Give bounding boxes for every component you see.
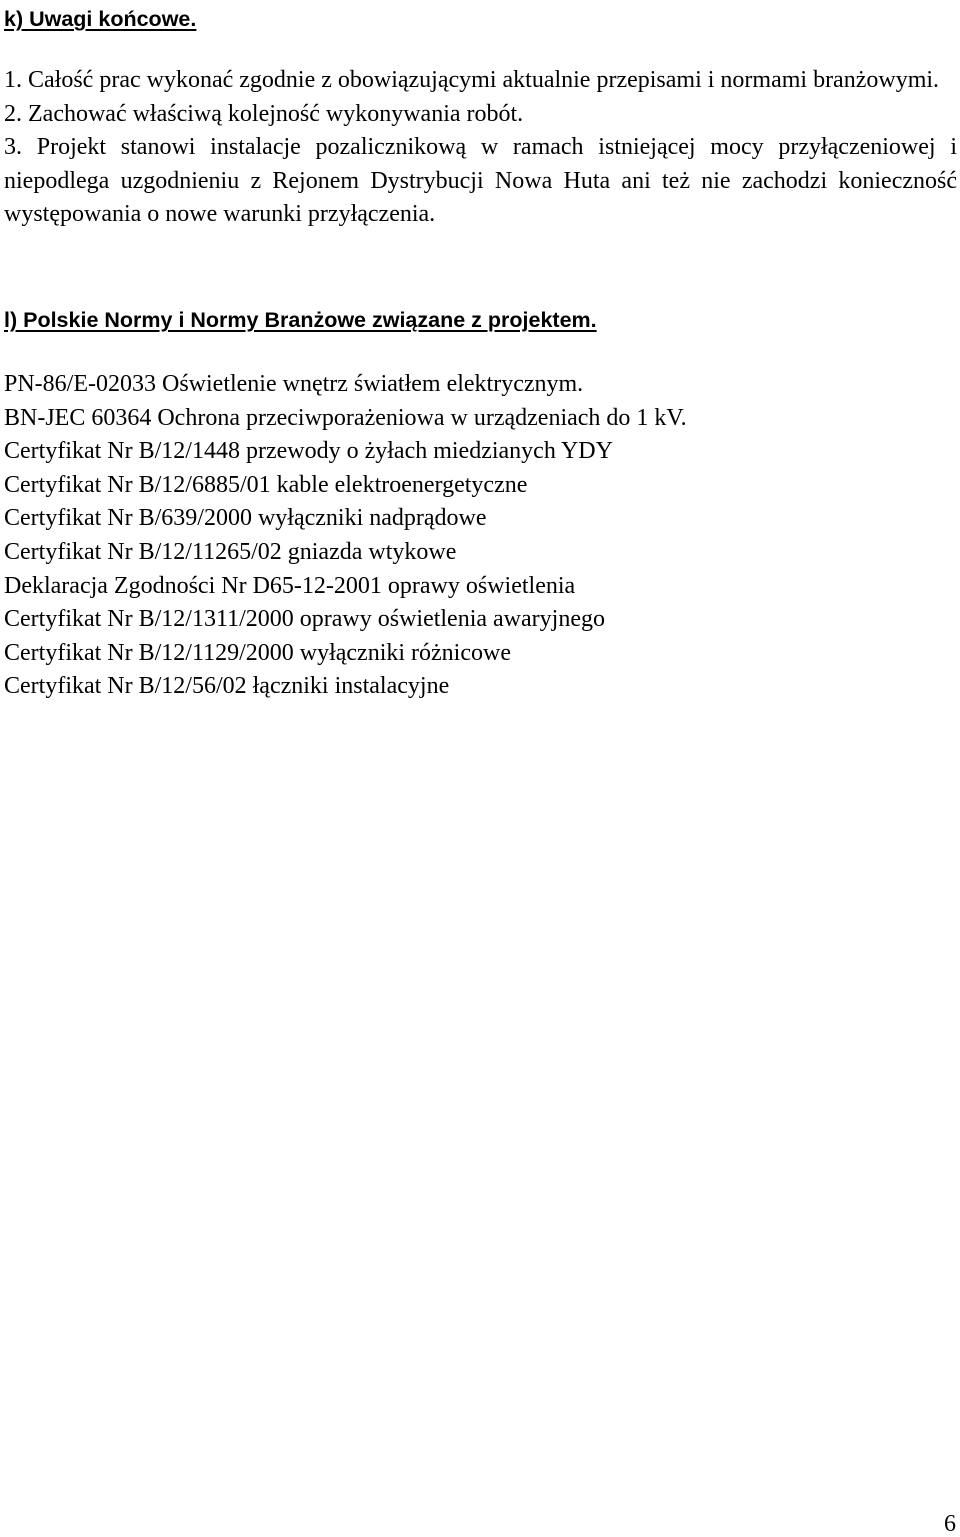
certificate-item: Certyfikat Nr B/12/1311/2000 oprawy oświetlenia awaryjnego	[4, 606, 605, 633]
section-heading-final-remarks: k) Uwagi końcowe.	[4, 7, 197, 31]
standard-item: BN-JEC 60364 Ochrona przeciwporażeniowa w urządzeniach do 1 kV.	[4, 404, 687, 431]
remark-item: 2. Zachować właściwą kolejność wykonywania robót.	[4, 100, 524, 127]
certificate-item: Certyfikat Nr B/12/6885/01 kable elektroenergetyczne	[4, 471, 528, 498]
certificate-item: Certyfikat Nr B/639/2000 wyłączniki nadprądowe	[4, 505, 487, 532]
certificate-item: Certyfikat Nr B/12/1448 przewody o żyłach miedzianych YDY	[4, 438, 613, 465]
standards-list	[4, 368, 687, 704]
page-number: 6	[944, 1511, 956, 1537]
certificate-item: Certyfikat Nr B/12/56/02 łączniki instalacyjne	[4, 673, 450, 700]
final-remarks-list	[4, 64, 957, 232]
certificate-item: Certyfikat Nr B/12/11265/02 gniazda wtykowe	[4, 538, 457, 565]
certificate-item: Certyfikat Nr B/12/1129/2000 wyłączniki różnicowe	[4, 639, 511, 666]
remark-item: 1. Całość prac wykonać zgodnie z obowiązującymi aktualnie przepisami i normami branżowymi.	[4, 67, 940, 93]
declaration-item: Deklaracja Zgodności Nr D65-12-2001 oprawy oświetlenia	[4, 572, 576, 599]
remark-item: 3. Projekt stanowi instalacje pozalicznikową w ramach istniejącej mocy przyłączeniowej i niepodlega uzgodnieniu z Rejonem Dystrybucji Nowa Huta ani też nie zachodzi konieczność występowania o nowe warunki przyłączenia.	[4, 134, 957, 227]
section-heading-standards: l) Polskie Normy i Normy Branżowe związane z projektem.	[4, 308, 597, 332]
standard-item: PN-86/E-02033 Oświetlenie wnętrz światłem elektrycznym.	[4, 371, 584, 397]
